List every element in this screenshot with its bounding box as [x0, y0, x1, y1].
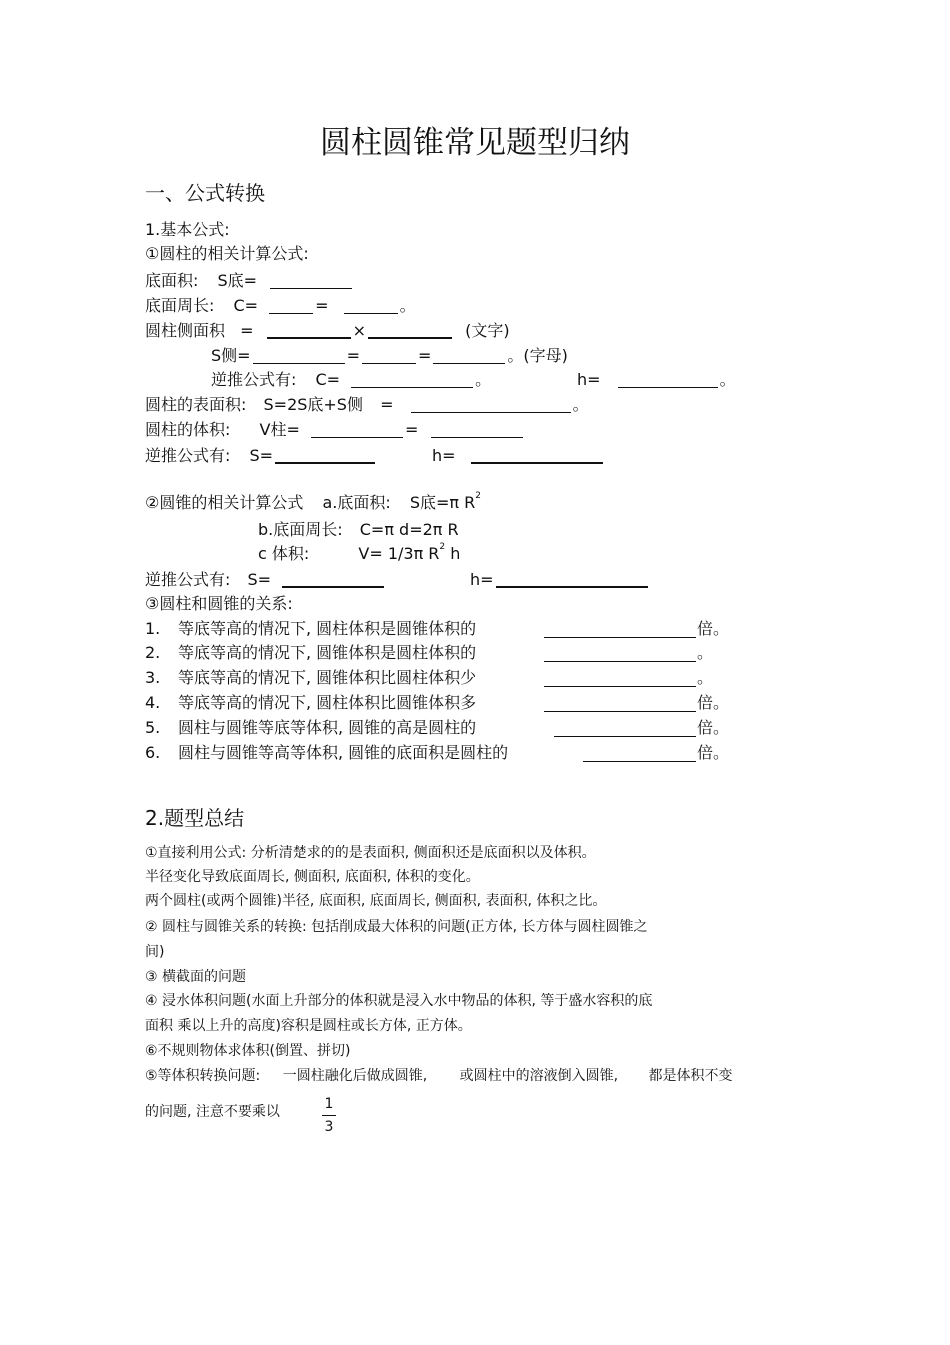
blank[interactable]: [311, 421, 403, 438]
period: 。: [719, 370, 736, 389]
sub-heading-basic: 1.基本公式:: [145, 220, 230, 239]
summary-line: 间): [145, 944, 165, 960]
cone-inverse-h: [470, 570, 650, 588]
relation-num: 6.: [145, 743, 161, 762]
relation-num: 3.: [145, 668, 161, 687]
relation-end: 。: [697, 668, 714, 687]
surface-area-line: [145, 396, 589, 413]
blank[interactable]: [544, 695, 696, 712]
inverse2-line: [145, 446, 377, 464]
relation-item: [145, 621, 476, 637]
equals: =: [404, 420, 419, 439]
blank[interactable]: [471, 446, 603, 464]
blank[interactable]: [282, 570, 384, 588]
relation-num: 4.: [145, 693, 161, 712]
summary-line: ③ 横截面的问题: [145, 969, 247, 985]
cone-c-line: [258, 542, 461, 563]
blank[interactable]: [270, 272, 352, 289]
cylinder-formulas-title: ①圆柱的相关计算公式:: [145, 244, 309, 263]
relation-text: 等底等高的情况下, 圆锥体积比圆柱体积少: [178, 668, 477, 687]
cone-formulas-line: [145, 491, 481, 512]
equals: =: [417, 346, 432, 365]
summary-line: ② 圆柱与圆锥关系的转换: 包括削成最大体积的问题(正方体, 长方体与圆柱圆锥之: [145, 919, 648, 935]
relation-text: 圆柱与圆锥等底等体积, 圆锥的高是圆柱的: [178, 718, 477, 737]
relation-num: 1.: [145, 619, 161, 638]
blank[interactable]: [344, 297, 398, 314]
relation-text: 等底等高的情况下, 圆锥体积是圆柱体积的: [178, 643, 477, 662]
summary-line: 两个圆柱(或两个圆锥)半径, 底面积, 底面周长, 侧面积, 表面积, 体积之比。: [145, 893, 607, 909]
equals: =: [380, 395, 394, 414]
relation-end: 倍。: [697, 693, 730, 712]
equal-volume-c: 或圆柱中的溶液倒入圆锥,: [459, 1068, 619, 1084]
summary-line: ④ 浸水体积问题(水面上升部分的体积就是浸入水中物品的体积, 等于盛水容积的底: [145, 993, 653, 1009]
equals: =: [240, 321, 254, 340]
equal-volume-b: 一圆柱融化后做成圆锥,: [282, 1068, 428, 1084]
equals: =: [346, 346, 360, 365]
relation-item: [145, 645, 476, 661]
summary-line-equal-volume: [145, 1069, 733, 1083]
volume-label: 圆柱的体积:: [145, 420, 231, 439]
inverse2-label: 逆推公式有:: [145, 446, 231, 465]
section-heading-summary: 2.题型总结: [145, 806, 245, 830]
cone-c-formula: V= 1/3π R: [358, 544, 440, 563]
blank[interactable]: [275, 446, 375, 464]
summary-line: ①直接利用公式: 分析清楚求的的是表面积, 侧面积还是底面积以及体积。: [145, 845, 596, 861]
equal-volume-a: ⑤等体积转换问题:: [145, 1068, 261, 1084]
s-eq: S=: [249, 446, 274, 465]
inverse-label: 逆推公式有:: [211, 370, 297, 389]
blank[interactable]: [362, 347, 416, 364]
base-area-formula: S底=: [217, 271, 258, 290]
perimeter-c: C=: [233, 296, 259, 315]
fraction-denominator: 3: [324, 1119, 334, 1135]
lateral-s: S侧=: [211, 346, 251, 365]
times-sign: ×: [352, 321, 367, 340]
cone-a-label: a.底面积:: [322, 493, 391, 512]
inverse-h-line: [577, 371, 736, 388]
page-title: 圆柱圆锥常见题型归纳: [320, 125, 630, 161]
blank[interactable]: [267, 321, 351, 339]
cone-b-label: b.底面周长:: [258, 520, 343, 539]
relation-text: 等底等高的情况下, 圆柱体积是圆锥体积的: [178, 619, 477, 638]
letter-note: 。(字母): [507, 346, 568, 365]
volume-formula: V柱=: [259, 420, 300, 439]
blank[interactable]: [411, 396, 571, 413]
h-eq: h=: [577, 370, 601, 389]
cone-c-label: c 体积:: [258, 544, 310, 563]
blank[interactable]: [544, 645, 696, 662]
base-perimeter-label: 底面周长:: [145, 296, 215, 315]
fraction-numerator: 1: [324, 1096, 334, 1112]
blank[interactable]: [269, 297, 313, 314]
relation-title: ③圆柱和圆锥的关系:: [145, 594, 293, 613]
summary-line: 的问题, 注意不要乘以: [145, 1104, 280, 1120]
cone-b-line: [258, 522, 459, 538]
superscript-2: 2: [439, 542, 446, 552]
blank[interactable]: [618, 371, 718, 388]
relation-end: 倍。: [697, 619, 730, 638]
period: 。: [399, 296, 416, 315]
base-area-line: [145, 272, 354, 289]
base-perimeter-line: [145, 297, 416, 314]
surface-formula: S=2S底+S侧: [263, 395, 363, 414]
blank[interactable]: [368, 321, 452, 339]
blank[interactable]: [496, 570, 648, 588]
inverse2-h: [432, 446, 605, 464]
cone-formulas-title: ②圆锥的相关计算公式: [145, 493, 304, 512]
summary-line: 半径变化导致底面周长, 侧面积, 底面积, 体积的变化。: [145, 869, 480, 885]
blank[interactable]: [583, 745, 696, 762]
relation-item: [145, 670, 476, 686]
cone-inverse-line: [145, 570, 386, 588]
relation-num: 2.: [145, 643, 161, 662]
fraction-one-third: [322, 1096, 336, 1135]
lateral-letter-line: [211, 347, 568, 364]
summary-line: 面积 乘以上升的高度)容积是圆柱或长方体, 正方体。: [145, 1018, 472, 1034]
equal-volume-d: 都是体积不变: [648, 1068, 733, 1084]
blank[interactable]: [253, 347, 345, 364]
relation-text: 圆柱与圆锥等高等体积, 圆锥的底面积是圆柱的: [178, 743, 509, 762]
base-area-label: 底面积:: [145, 271, 199, 290]
blank[interactable]: [433, 347, 505, 364]
relation-end: 倍。: [697, 718, 730, 737]
lateral-area-line: [145, 321, 510, 339]
cone-c-tail: h: [450, 544, 461, 563]
lateral-area-label: 圆柱侧面积: [145, 321, 226, 340]
relation-end: 倍。: [697, 743, 730, 762]
cone-a-formula: S底=π R: [409, 493, 476, 512]
lateral-note: (文字): [465, 321, 510, 340]
cone-inverse-label: 逆推公式有:: [145, 570, 231, 589]
section-heading-formulas: 一、公式转换: [145, 181, 265, 205]
volume-line: [145, 421, 525, 438]
cone-b-formula: C=π d=2π R: [359, 520, 459, 539]
inverse-formula-line: [211, 371, 491, 388]
blank[interactable]: [544, 621, 696, 638]
relation-end: 。: [697, 643, 714, 662]
relation-item: [145, 720, 476, 736]
relation-num: 5.: [145, 718, 161, 737]
blank[interactable]: [554, 720, 696, 737]
superscript-2: 2: [475, 491, 481, 501]
surface-label: 圆柱的表面积:: [145, 395, 247, 414]
blank[interactable]: [544, 670, 696, 687]
period: 。: [572, 395, 589, 414]
relation-item: [145, 745, 508, 761]
relation-text: 等底等高的情况下, 圆柱体积比圆锥体积多: [178, 693, 477, 712]
period: 。: [475, 370, 492, 389]
summary-line: ⑥不规则物体求体积(倒置、拼切): [145, 1043, 351, 1059]
blank[interactable]: [431, 421, 523, 438]
c-eq: C=: [315, 370, 341, 389]
blank[interactable]: [351, 371, 473, 388]
h-eq: h=: [432, 446, 456, 465]
h-eq: h=: [470, 570, 494, 589]
s-eq: S=: [247, 570, 272, 589]
fraction-bar: [322, 1115, 336, 1116]
relation-item: [145, 695, 476, 711]
equals: =: [315, 296, 329, 315]
